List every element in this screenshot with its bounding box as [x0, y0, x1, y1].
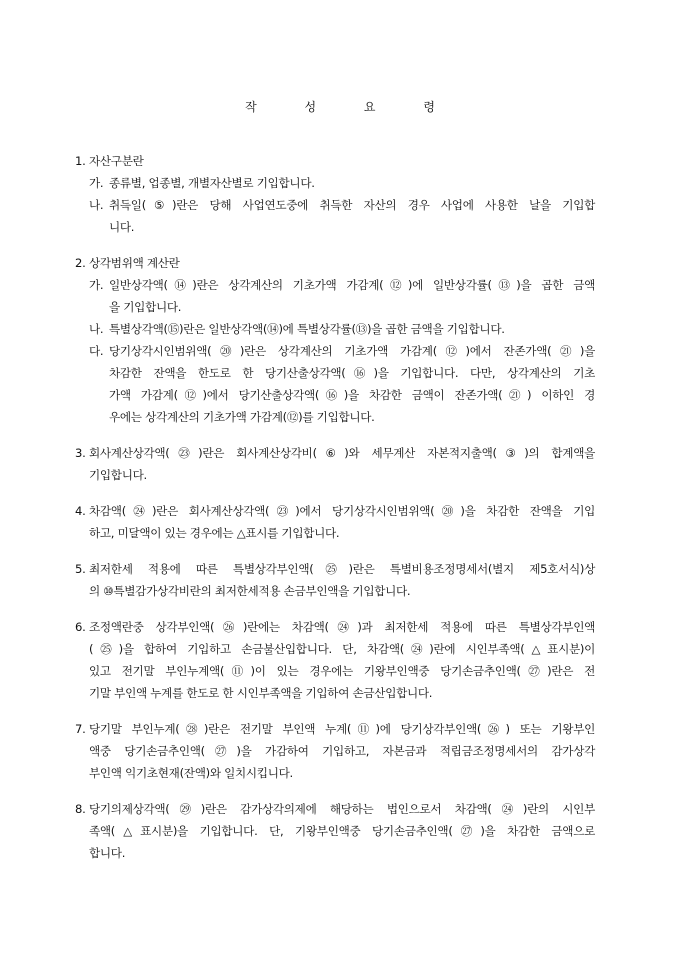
instruction-section	[75, 718, 595, 784]
sub-item	[75, 194, 595, 216]
sub-item-continuation: 을 기입합니다.	[109, 300, 182, 314]
section-text: 차감액(㉔)란은 회사계산상각액(㉓)에서 당기상각시인범위액(⑳)을 차감한 잔액을 기입	[89, 504, 595, 518]
section-heading	[75, 252, 595, 274]
section-line	[75, 442, 595, 464]
sub-item	[75, 274, 595, 296]
sub-item-text: 취득일(⑤)란은 당해 사업연도중에 취득한 자산의 경우 사업에 사용한 날을 기입합	[109, 198, 595, 212]
section-line	[75, 558, 595, 580]
sub-item	[75, 318, 595, 340]
section-text: 당기의제상각액(㉙)란은 감가상각의제에 해당하는 법인으로서 차감액(㉔)란의 시인부	[89, 802, 595, 816]
section-number: 2.	[75, 256, 86, 270]
sub-item	[75, 340, 595, 362]
section-number: 6.	[75, 620, 86, 634]
section-number: 5.	[75, 562, 86, 576]
section-continuation: 합니다.	[89, 846, 126, 860]
instruction-section	[75, 558, 595, 602]
section-line	[75, 500, 595, 522]
sub-item-marker: 가.	[89, 176, 104, 190]
sub-item-marker: 가.	[89, 278, 104, 292]
section-continuation: 기입합니다.	[89, 468, 147, 482]
instruction-section	[75, 252, 595, 428]
section-text: 당기말 부인누계(㉘)란은 전기말 부인액 누계(⑪)에 당기상각부인액(㉖) 또는 기왕부인	[89, 722, 595, 736]
section-number: 3.	[75, 446, 86, 460]
instruction-section	[75, 798, 595, 864]
section-number: 1.	[75, 154, 86, 168]
instruction-section	[75, 442, 595, 486]
instruction-section	[75, 150, 595, 238]
section-number: 8.	[75, 802, 86, 816]
instruction-section	[75, 616, 595, 704]
sub-item-continuation: 니다.	[109, 220, 135, 234]
sub-item-continuation: 우에는 상각계산의 기초가액 가감계(⑫)를 기입합니다.	[109, 410, 375, 424]
section-continuation: 액중 당기손금추인액(㉗)을 가감하여 기입하고, 자본금과 적립금조정명세서의 감가상각	[89, 744, 595, 758]
section-continuation: 하고, 미달액이 있는 경우에는 △표시를 기입합니다.	[89, 526, 340, 540]
sub-item-marker: 나.	[89, 322, 104, 336]
section-continuation: (㉕)을 합하여 기입하고 손금불산입합니다. 단, 차감액(㉔)란에 시인부족액(△표시분)이	[89, 642, 595, 656]
sub-item-text: 특별상각액(⑮)란은 일반상각액(⑭)에 특별상각률(⑬)을 곱한 금액을 기입합니다.	[109, 322, 505, 336]
section-line	[75, 616, 595, 638]
instruction-section	[75, 500, 595, 544]
section-line	[75, 798, 595, 820]
section-continuation: 의 ⑩특별감가상각비란의 최저한세적용 손금부인액을 기입합니다.	[89, 584, 411, 598]
sub-item-marker: 다.	[89, 344, 104, 358]
section-continuation: 있고 전기말 부인누계액(⑪)이 있는 경우에는 기왕부인액중 당기손금추인액(㉗)란은 전	[89, 664, 595, 678]
section-text: 최저한세 적용에 따른 특별상각부인액(㉕)란은 특별비용조정명세서(별지 제5호서식)상	[89, 562, 595, 576]
sub-item	[75, 172, 595, 194]
sub-item-marker: 나.	[89, 198, 104, 212]
section-heading	[75, 150, 595, 172]
section-number: 7.	[75, 722, 86, 736]
section-title: 상각범위액 계산란	[89, 256, 180, 270]
sub-item-continuation: 가액 가감계(⑫)에서 당기산출상각액(⑯)을 차감한 금액이 잔존가액(㉑) 이하인 경	[109, 388, 595, 402]
section-title: 자산구분란	[89, 154, 144, 168]
sub-item-text: 종류별, 업종별, 개별자산별로 기입합니다.	[109, 176, 315, 190]
section-text: 회사계산상각액(㉓)란은 회사계산상각비(⑥)와 세무계산 자본적지출액(③)의 합계액을	[89, 446, 595, 460]
section-continuation: 부인액 익기초현재(잔액)와 일치시킵니다.	[89, 766, 293, 780]
section-text: 조정액란중 상각부인액(㉖)란에는 차감액(㉔)과 최저한세 적용에 따른 특별상각부인액	[89, 620, 595, 634]
section-number: 4.	[75, 504, 86, 518]
sub-item-text: 일반상각액(⑭)란은 상각계산의 기초가액 가감계(⑫)에 일반상각률(⑬)을 곱한 금액	[109, 278, 595, 292]
section-continuation: 족액(△표시분)을 기입합니다. 단, 기왕부인액중 당기손금추인액(㉗)을 차감한 금액으로	[89, 824, 595, 838]
page-title: 작 성 요 령	[245, 100, 457, 114]
section-continuation: 기말 부인액 누계를 한도로 한 시인부족액을 기입하여 손금산입합니다.	[89, 686, 433, 700]
instructions-list	[75, 150, 595, 878]
sub-item-text: 당기상각시인범위액(⑳)란은 상각계산의 기초가액 가감계(⑫)에서 잔존가액(㉑)을	[109, 344, 595, 358]
section-line	[75, 718, 595, 740]
sub-item-continuation: 차감한 잔액을 한도로 한 당기산출상각액(⑯)을 기입합니다. 다만, 상각계산의 기초	[109, 366, 595, 380]
